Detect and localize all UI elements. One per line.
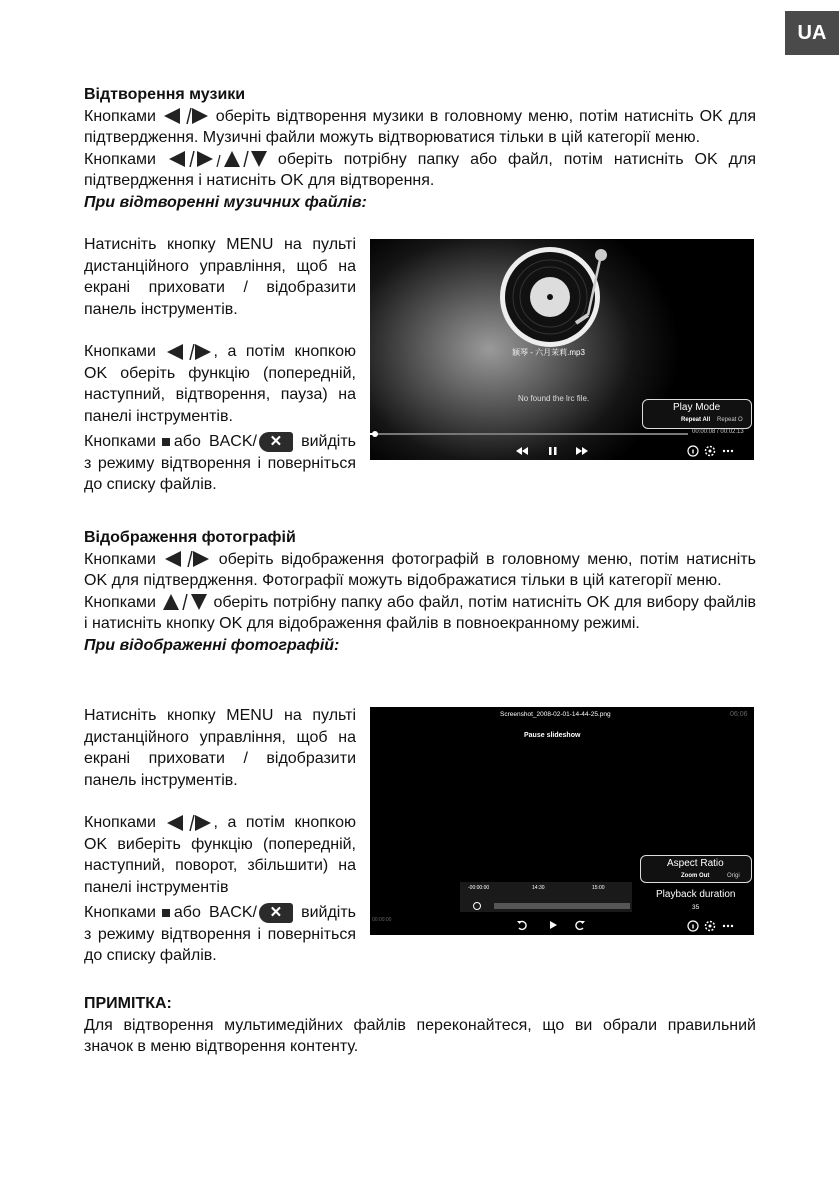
photo-subtitle: При відображенні фотографій: — [84, 636, 340, 654]
photo-s2: Кнопками , а потім кнопкою OK виберіть функцію (попередній, наступний, поворот, збільшити) на панелі інструментів — [84, 814, 356, 896]
back-x-icon: ✕ — [259, 903, 293, 923]
music-section — [84, 84, 756, 213]
aspect-ratio-title: Aspect Ratio — [667, 858, 724, 869]
music-instructions — [84, 234, 356, 496]
left-right-arrows-icon — [165, 814, 213, 832]
music-s2: Кнопками , а потім кнопкою OK оберіть функцію (попередній, наступний, відтворення, пауза) на панелі інструментів. — [84, 343, 356, 425]
track-title: 颖琴 - 六月茉莉.mp3 — [512, 348, 585, 357]
music-subtitle: При відтворенні музичних файлів: — [84, 193, 367, 211]
pause-slideshow-label: Pause slideshow — [524, 732, 581, 739]
back-x-icon: ✕ — [259, 432, 293, 452]
stop-icon — [162, 909, 170, 917]
note-text: Для відтворення мультимедійних файлів переконайтеся, що ви обрали правильний значок в меню відтворення контенту. — [84, 1016, 756, 1055]
left-right-arrows-icon — [165, 343, 213, 361]
clock: 06:06 — [730, 711, 748, 718]
playback-duration-label: Playback duration — [656, 889, 736, 900]
note-title: ПРИМІТКА: — [84, 995, 172, 1012]
vinyl-record-icon — [498, 245, 610, 349]
music-title: Відтворення музики — [84, 86, 246, 103]
four-arrows-icon — [167, 150, 267, 168]
music-player-screenshot — [370, 239, 754, 460]
info-settings-more-icons[interactable] — [686, 919, 738, 933]
timeline-panel — [460, 882, 632, 912]
play-mode-panel[interactable] — [642, 399, 752, 429]
timeline-mid: 14:30 — [532, 885, 545, 891]
origin-option[interactable]: Origi — [727, 873, 740, 879]
timeline-start: -00:00:00 — [468, 885, 490, 891]
music-s1: Натисніть кнопку MENU на пульті дистанційного управління, щоб на екрані приховати / відобразити панель інструментів. — [84, 236, 356, 318]
photo-title: Відображення фотографій — [84, 529, 296, 546]
music-p1: Кнопками оберіть відтворення музики в головному меню, потім натисніть OK для підтвердження. Музичні файли можуть відтворюватися тільки в цій категорії меню. — [84, 107, 756, 146]
photo-p1: Кнопками оберіть відображення фотографій в головному меню, потім натисніть OK для підтвердження. Фотографії можуть відображатися тільки в цій категорії меню. — [84, 550, 756, 589]
progress-knob[interactable] — [372, 431, 378, 437]
music-s3: Кнопками або BACK/ ✕ вийдіть з режиму відтворення і поверніться до списку файлів. — [84, 432, 356, 493]
lyrics-status: No found the lrc file. — [518, 394, 590, 403]
play-mode-title: Play Mode — [673, 402, 721, 413]
timeline-track[interactable] — [494, 903, 630, 909]
time-readout: 00:00:08 / 00:02:13 — [692, 429, 744, 435]
language-tab: UA — [785, 11, 839, 55]
left-time: 00:00:00 — [372, 917, 392, 923]
transport-controls — [514, 445, 594, 457]
photo-instructions — [84, 705, 356, 967]
photo-s3: Кнопками або BACK/ ✕ вийдіть з режиму відтворення і поверніться до списку файлів. — [84, 903, 356, 964]
playback-duration-value: 35 — [692, 904, 700, 911]
photo-section — [84, 527, 756, 656]
up-down-arrows-icon — [161, 593, 209, 611]
music-p2: Кнопками оберіть потрібну папку або файл, потім натисніть OK для підтвердження і натисніть OK для відтворення. — [84, 150, 756, 189]
repeat-one-option[interactable]: Repeat O — [717, 417, 743, 423]
left-right-arrows-icon — [162, 107, 210, 125]
aspect-ratio-panel[interactable] — [640, 855, 752, 883]
info-settings-more-icons[interactable] — [686, 444, 738, 458]
photo-controls — [516, 919, 590, 931]
photo-s1: Натисніть кнопку MENU на пульті дистанційного управління, щоб на екрані приховати / відобразити панель інструментів. — [84, 707, 356, 789]
photo-viewer-screenshot — [370, 707, 754, 935]
stop-icon — [162, 438, 170, 446]
progress-track[interactable] — [370, 433, 688, 435]
photo-p2: Кнопками оберіть потрібну папку або файл, потім натисніть OK для вибору файлів і натисніть кнопку OK для відображення файлів в повноекранному режимі. — [84, 593, 756, 632]
timeline-icon — [472, 901, 482, 911]
repeat-all-option[interactable]: Repeat All — [681, 417, 711, 423]
timeline-end: 15:00 — [592, 885, 605, 891]
note-section — [84, 993, 756, 1058]
left-right-arrows-icon — [163, 550, 211, 568]
zoom-out-option[interactable]: Zoom Out — [681, 873, 710, 879]
photo-filename: Screenshot_2008-02-01-14-44-25.png — [500, 711, 611, 718]
